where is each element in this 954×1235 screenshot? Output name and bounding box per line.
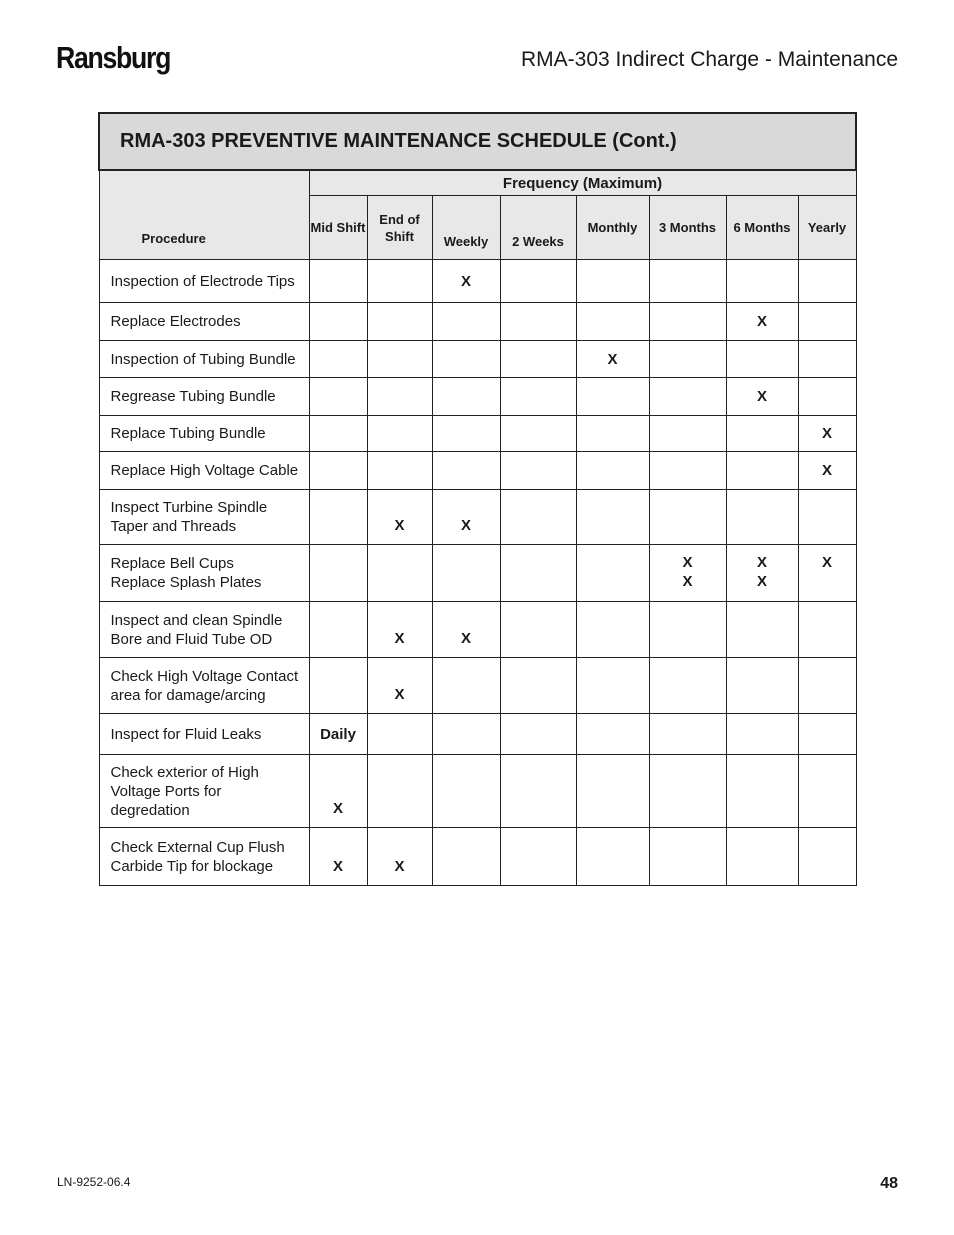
frequency-mark-cell xyxy=(432,416,500,452)
frequency-mark-cell: X xyxy=(576,341,649,378)
frequency-mark-cell xyxy=(309,378,367,416)
table-row xyxy=(99,260,856,303)
frequency-mark-cell xyxy=(576,260,649,303)
frequency-mark-cell xyxy=(500,341,576,378)
frequency-mark-cell xyxy=(500,714,576,755)
table-row xyxy=(99,828,856,886)
frequency-mark-cell xyxy=(649,490,726,545)
frequency-mark-cell xyxy=(649,828,726,886)
procedure-cell: Check High Voltage Contact area for damage/arcing xyxy=(99,658,309,714)
frequency-mark-cell xyxy=(726,828,798,886)
procedure-cell: Regrease Tubing Bundle xyxy=(99,378,309,416)
frequency-mark-cell xyxy=(576,658,649,714)
frequency-mark-cell xyxy=(500,303,576,341)
frequency-mark-cell xyxy=(798,714,856,755)
frequency-mark-cell xyxy=(500,490,576,545)
frequency-mark-cell: X xyxy=(309,755,367,828)
table-row xyxy=(99,303,856,341)
frequency-mark-cell xyxy=(576,416,649,452)
frequency-mark-cell xyxy=(367,452,432,490)
procedure-cell: Inspect Turbine Spindle Taper and Threads xyxy=(99,490,309,545)
frequency-mark-cell xyxy=(576,303,649,341)
table-row xyxy=(99,658,856,714)
frequency-mark-cell xyxy=(432,828,500,886)
frequency-mark-cell xyxy=(798,303,856,341)
frequency-mark-cell xyxy=(798,490,856,545)
frequency-mark-cell xyxy=(309,658,367,714)
frequency-mark-cell: X xyxy=(726,378,798,416)
frequency-mark-cell xyxy=(432,545,500,602)
frequency-mark-cell xyxy=(649,755,726,828)
frequency-mark-cell: X X xyxy=(649,545,726,602)
frequency-mark-cell xyxy=(798,755,856,828)
column-header: 6 Months xyxy=(726,196,798,260)
frequency-mark-cell xyxy=(576,378,649,416)
frequency-mark-cell xyxy=(726,658,798,714)
table-row xyxy=(99,378,856,416)
frequency-mark-cell xyxy=(576,828,649,886)
table-row xyxy=(99,452,856,490)
frequency-mark-cell xyxy=(432,378,500,416)
frequency-mark-cell xyxy=(726,260,798,303)
frequency-mark-cell xyxy=(649,378,726,416)
column-header: Monthly xyxy=(576,196,649,260)
table-row xyxy=(99,341,856,378)
frequency-mark-cell: X xyxy=(726,303,798,341)
frequency-mark-cell xyxy=(500,260,576,303)
procedure-cell: Inspect and clean Spindle Bore and Fluid Tube OD xyxy=(99,602,309,658)
column-header: End of Shift xyxy=(367,196,432,260)
frequency-mark-cell xyxy=(798,828,856,886)
frequency-mark-cell xyxy=(798,602,856,658)
frequency-mark-cell xyxy=(367,260,432,303)
frequency-mark-cell xyxy=(649,714,726,755)
frequency-mark-cell xyxy=(367,303,432,341)
frequency-mark-cell xyxy=(649,602,726,658)
frequency-mark-cell xyxy=(309,416,367,452)
frequency-mark-cell xyxy=(500,416,576,452)
column-header: Weekly xyxy=(432,196,500,260)
frequency-mark-cell xyxy=(726,602,798,658)
procedure-cell: Inspection of Tubing Bundle xyxy=(99,341,309,378)
frequency-mark-cell xyxy=(726,341,798,378)
frequency-mark-cell xyxy=(432,714,500,755)
frequency-mark-cell: X xyxy=(309,828,367,886)
frequency-mark-cell xyxy=(576,714,649,755)
frequency-mark-cell xyxy=(798,378,856,416)
frequency-mark-cell xyxy=(432,452,500,490)
frequency-header: Frequency (Maximum) xyxy=(309,170,856,196)
frequency-mark-cell xyxy=(309,490,367,545)
frequency-mark-cell xyxy=(309,341,367,378)
frequency-mark-cell xyxy=(309,602,367,658)
frequency-mark-cell xyxy=(576,490,649,545)
table-row xyxy=(99,416,856,452)
frequency-mark-cell xyxy=(500,755,576,828)
frequency-mark-cell xyxy=(649,416,726,452)
frequency-mark-cell: X X xyxy=(726,545,798,602)
frequency-mark-cell xyxy=(649,452,726,490)
schedule-body xyxy=(99,260,856,886)
frequency-mark-cell: X xyxy=(798,452,856,490)
maintenance-schedule-table xyxy=(98,112,855,886)
frequency-mark-cell xyxy=(432,755,500,828)
frequency-mark-cell xyxy=(576,602,649,658)
column-header: Mid Shift xyxy=(309,196,367,260)
frequency-mark-cell xyxy=(500,658,576,714)
frequency-mark-cell: X xyxy=(432,602,500,658)
frequency-mark-cell xyxy=(576,452,649,490)
frequency-mark-cell: X xyxy=(798,545,856,602)
procedure-cell: Replace Bell Cups Replace Splash Plates xyxy=(99,545,309,602)
frequency-mark-cell: X xyxy=(432,490,500,545)
procedure-cell: Replace Tubing Bundle xyxy=(99,416,309,452)
procedure-cell: Replace High Voltage Cable xyxy=(99,452,309,490)
column-header: 3 Months xyxy=(649,196,726,260)
frequency-mark-cell xyxy=(576,545,649,602)
frequency-mark-cell: X xyxy=(367,602,432,658)
frequency-mark-cell xyxy=(726,714,798,755)
frequency-mark-cell xyxy=(367,714,432,755)
frequency-mark-cell xyxy=(309,452,367,490)
frequency-mark-cell: X xyxy=(432,260,500,303)
frequency-mark-cell xyxy=(726,416,798,452)
procedure-cell: Replace Electrodes xyxy=(99,303,309,341)
frequency-mark-cell xyxy=(309,303,367,341)
table-title: RMA-303 PREVENTIVE MAINTENANCE SCHEDULE (Cont.) xyxy=(99,113,856,170)
frequency-mark-cell xyxy=(798,341,856,378)
frequency-mark-cell xyxy=(726,490,798,545)
frequency-mark-cell xyxy=(798,658,856,714)
frequency-mark-cell: X xyxy=(798,416,856,452)
frequency-mark-cell xyxy=(432,341,500,378)
frequency-mark-cell: Daily xyxy=(309,714,367,755)
frequency-mark-cell xyxy=(500,602,576,658)
frequency-mark-cell xyxy=(798,260,856,303)
frequency-mark-cell xyxy=(649,341,726,378)
frequency-mark-cell xyxy=(367,755,432,828)
table-row xyxy=(99,490,856,545)
procedure-cell: Check exterior of High Voltage Ports for degredation xyxy=(99,755,309,828)
frequency-mark-cell xyxy=(500,828,576,886)
table-row xyxy=(99,714,856,755)
column-header: Yearly xyxy=(798,196,856,260)
procedure-cell: Check External Cup Flush Carbide Tip for blockage xyxy=(99,828,309,886)
procedure-header: Procedure xyxy=(99,170,309,260)
frequency-mark-cell xyxy=(500,378,576,416)
frequency-mark-cell: X xyxy=(367,658,432,714)
frequency-mark-cell xyxy=(649,658,726,714)
frequency-mark-cell xyxy=(726,755,798,828)
frequency-mark-cell xyxy=(367,378,432,416)
frequency-mark-cell xyxy=(309,260,367,303)
frequency-mark-cell xyxy=(649,260,726,303)
procedure-cell: Inspection of Electrode Tips xyxy=(99,260,309,303)
frequency-mark-cell: X xyxy=(367,828,432,886)
brand-logo: Ransburg xyxy=(56,40,171,75)
frequency-mark-cell xyxy=(367,545,432,602)
frequency-mark-cell xyxy=(500,545,576,602)
document-code: LN-9252-06.4 xyxy=(57,1175,131,1189)
table-row xyxy=(99,755,856,828)
table-row xyxy=(99,545,856,602)
frequency-mark-cell xyxy=(576,755,649,828)
frequency-mark-cell xyxy=(432,658,500,714)
frequency-mark-cell xyxy=(432,303,500,341)
frequency-mark-cell xyxy=(367,341,432,378)
frequency-mark-cell xyxy=(367,416,432,452)
document-title: RMA-303 Indirect Charge - Maintenance xyxy=(520,48,898,71)
frequency-mark-cell xyxy=(649,303,726,341)
procedure-cell: Inspect for Fluid Leaks xyxy=(99,714,309,755)
frequency-mark-cell xyxy=(726,452,798,490)
column-header: 2 Weeks xyxy=(500,196,576,260)
frequency-mark-cell xyxy=(500,452,576,490)
table-row xyxy=(99,602,856,658)
frequency-mark-cell: X xyxy=(367,490,432,545)
page-number: 48 xyxy=(880,1175,898,1192)
frequency-mark-cell xyxy=(309,545,367,602)
